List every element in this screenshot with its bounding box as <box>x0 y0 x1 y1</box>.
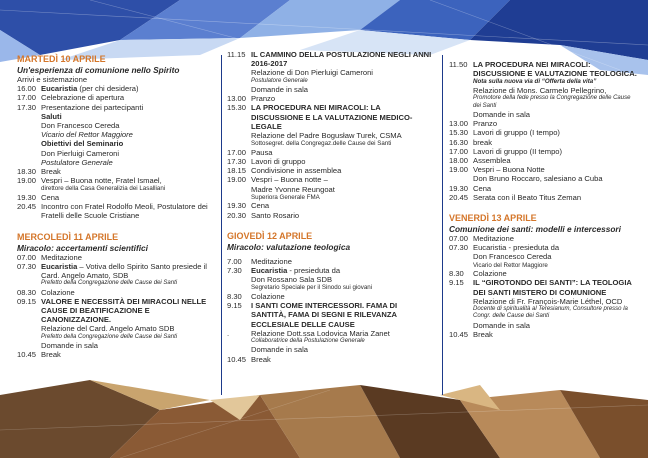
day-heading-wednesday: MERCOLEDÌ 11 APRILE <box>17 231 119 242</box>
day-heading-friday: VENERDÌ 13 APRILE <box>449 213 537 224</box>
schedule-row: 19.30 Cena <box>17 193 60 203</box>
schedule-row: . Relazione Dott.ssa Lodovica Maria Zanet <box>227 328 390 338</box>
speaker-name: Relazione del Padre Bogusław Turek, CSMA <box>251 131 402 141</box>
schedule-row: 08.30 Colazione <box>17 287 75 297</box>
schedule-row: 10.45 Break <box>449 330 493 340</box>
speaker-role: Postulatore Generale <box>41 157 113 167</box>
schedule-row: 16.00 Eucaristia (per chi desidera) <box>17 84 139 94</box>
schedule-row: 19.00 Vespri – Buona notte, Fratel Ismael, <box>17 176 162 186</box>
schedule-row: 20.45 Serata con il Beato Titus Zeman <box>449 192 582 202</box>
schedule-row: 11.50 LA PROCEDURA NEI MIRACOLI: DISCUSSIONE E VALUTAZIONE TEOLOGICA. <box>449 60 637 79</box>
day-theme: Miracolo: valutazione teologica <box>227 241 351 252</box>
program-column-3 <box>449 60 639 339</box>
schedule-subitem: Obiettivi del Seminario <box>41 139 124 149</box>
speaker-role: Docente di spiritualità al Teresianum, Consultore presso la Congr. delle Cause dei Santi <box>473 306 628 320</box>
schedule-row: 16.30 break <box>449 137 492 147</box>
schedule-subitem: Saluti <box>41 111 62 121</box>
speaker-role: Collaboratrice della Postulazione Generale <box>251 338 365 345</box>
speaker-role: Vicario del Rettor Maggiore <box>473 261 548 269</box>
schedule-row: 17.00 Celebrazione di apertura <box>17 93 125 103</box>
speaker-name: Relazione del Card. Angelo Amato SDB <box>41 324 175 334</box>
speaker-role: Sottosegret. della Congregaz.delle Cause dei Santi <box>251 140 392 148</box>
schedule-row: 07.00 Meditazione <box>17 252 82 262</box>
speaker-name: Don Francesco Cereda <box>41 121 120 131</box>
schedule-row: 18.15 Condivisione in assemblea <box>227 166 342 176</box>
schedule-row: 8.30 Colazione <box>227 292 285 302</box>
program-column-2 <box>227 50 432 364</box>
schedule-row: 19.00 Vespri – Buona Notte <box>449 165 545 175</box>
bottom-geometric-pattern <box>0 380 648 458</box>
speaker-name: Don Bruno Roccaro, salesiano a Cuba <box>473 174 603 184</box>
speaker-name: Relazione di Mons. Carmelo Pellegrino, <box>473 86 607 95</box>
speaker-name: Don Pierluigi Cameroni <box>41 148 120 158</box>
schedule-row: 13.00 Pranzo <box>449 119 498 129</box>
day-theme: Comunione dei santi: modelli e intercessori <box>449 224 621 235</box>
schedule-row: 19.30 Cena <box>227 201 270 211</box>
schedule-row: 10.45 Break <box>227 354 271 364</box>
speaker-role: Postulatore Generale <box>251 77 308 84</box>
speaker-role: Vicario del Rettor Maggiore <box>41 130 133 140</box>
schedule-row: 07.30 Eucaristia – Votiva dello Spirito Santo presiede il Card. Angelo Amato, SDB <box>17 261 207 281</box>
speaker-role: Promotore della fede presso la Congregazione delle Cause dei Santi <box>473 95 631 109</box>
speaker-role: direttore della Casa Generalizia dei Lasalliani <box>41 185 166 193</box>
schedule-subitem: Nota sulla nuova via di “Offerta della vita” <box>473 78 597 86</box>
speaker-role: Prefetto della Congregazione delle Cause dei Santi <box>41 280 178 287</box>
schedule-subitem: Domande in sala <box>473 110 530 120</box>
schedule-row: 17.30 Presentazione dei partecipanti <box>17 102 144 112</box>
speaker-name: Madre Yvonne Reungoat <box>251 184 335 194</box>
schedule-row: 20.30 Santo Rosario <box>227 210 300 220</box>
speaker-name: Relazione di Don Pierluigi Cameroni <box>251 68 373 78</box>
schedule-row: 07.30 Eucaristia - presieduta da <box>449 243 560 253</box>
schedule-row: 9.15 IL “GIROTONDO DEI SANTI”: LA TEOLOGIA DEI SANTI MISTERO DI COMUNIONE <box>449 278 632 297</box>
schedule-row: 10.45 Break <box>17 350 61 360</box>
schedule-row: 18.30 Break <box>17 167 61 177</box>
schedule-row: 09.15 VALORE E NECESSITÀ DEI MIRACOLI NELLE CAUSE DI BEATIFICAZIONE E CANONIZZAZIONE. <box>17 296 207 325</box>
speaker-name: Relazione di Fr. François-Marie Léthel, OCD <box>473 296 623 306</box>
day-theme: Miracolo: accertamenti scientifici <box>17 242 148 253</box>
schedule-row: 15.30 Lavori di gruppo (I tempo) <box>449 128 560 138</box>
schedule-row: 20.45 Incontro con Fratel Rodolfo Meoli, Postulatore dei Fratelli delle Scuole Cristiane <box>17 202 208 221</box>
speaker-name: Don Rossano Sala SDB <box>251 275 333 285</box>
column-divider-left <box>221 55 222 395</box>
speaker-role: Segretario Speciale per il Sinodo sui giovani <box>251 284 373 292</box>
schedule-row: 19.00 Vespri – Buona notte – <box>227 175 328 185</box>
schedule-row: 11.15 IL CAMMINO DELLA POSTULAZIONE NEGLI ANNI 2016-2017 <box>227 50 432 69</box>
schedule-subitem: Domande in sala <box>473 320 530 330</box>
program-column-1 <box>17 52 217 359</box>
schedule-row: 19.30 Cena <box>449 183 492 193</box>
schedule-row: 7.30 Eucaristia - presieduta da <box>227 266 341 276</box>
schedule-subitem: Domande in sala <box>41 341 98 351</box>
day-heading-tuesday: MARTEDÌ 10 APRILE <box>17 54 106 64</box>
schedule-subitem: Domande in sala <box>251 85 308 95</box>
schedule-row: 15.30 LA PROCEDURA NEI MIRACOLI: LA DISCUSSIONE E LA VALUTAZIONE MEDICO-LEGALE <box>227 103 413 131</box>
column-divider-right <box>442 55 443 395</box>
speaker-role: Superiora Generale FMA <box>251 193 320 201</box>
schedule-row: 18.00 Assemblea <box>449 156 511 166</box>
schedule-row: 07.00 Meditazione <box>449 234 514 244</box>
schedule-row: 8.30 Colazione <box>449 269 507 279</box>
schedule-row: 17.00 Pausa <box>227 147 273 157</box>
speaker-name: Don Francesco Cereda <box>473 252 552 262</box>
day-heading-thursday: GIOVEDÌ 12 APRILE <box>227 230 313 241</box>
speaker-role: Prefetto della Congregazione delle Cause dei Santi <box>41 333 178 340</box>
schedule-row: 13.00 Pranzo <box>227 94 276 104</box>
schedule-line: Arrivi e sistemazione <box>17 75 88 84</box>
schedule-row: 9.15 I SANTI COME INTERCESSORI. FAMA DI SANTITÀ, FAMA DI SEGNI E RILEVANZA ECCLESIALE DELLE CAUSE <box>227 301 398 329</box>
schedule-subitem: Domande in sala <box>251 345 308 355</box>
day-theme: Un'esperienza di comunione nello Spirito <box>17 65 180 75</box>
schedule-row: 17.00 Lavori di gruppo (II tempo) <box>449 146 563 156</box>
schedule-row: 7.00 Meditazione <box>227 256 292 266</box>
schedule-row: 17.30 Lavori di gruppo <box>227 157 306 167</box>
